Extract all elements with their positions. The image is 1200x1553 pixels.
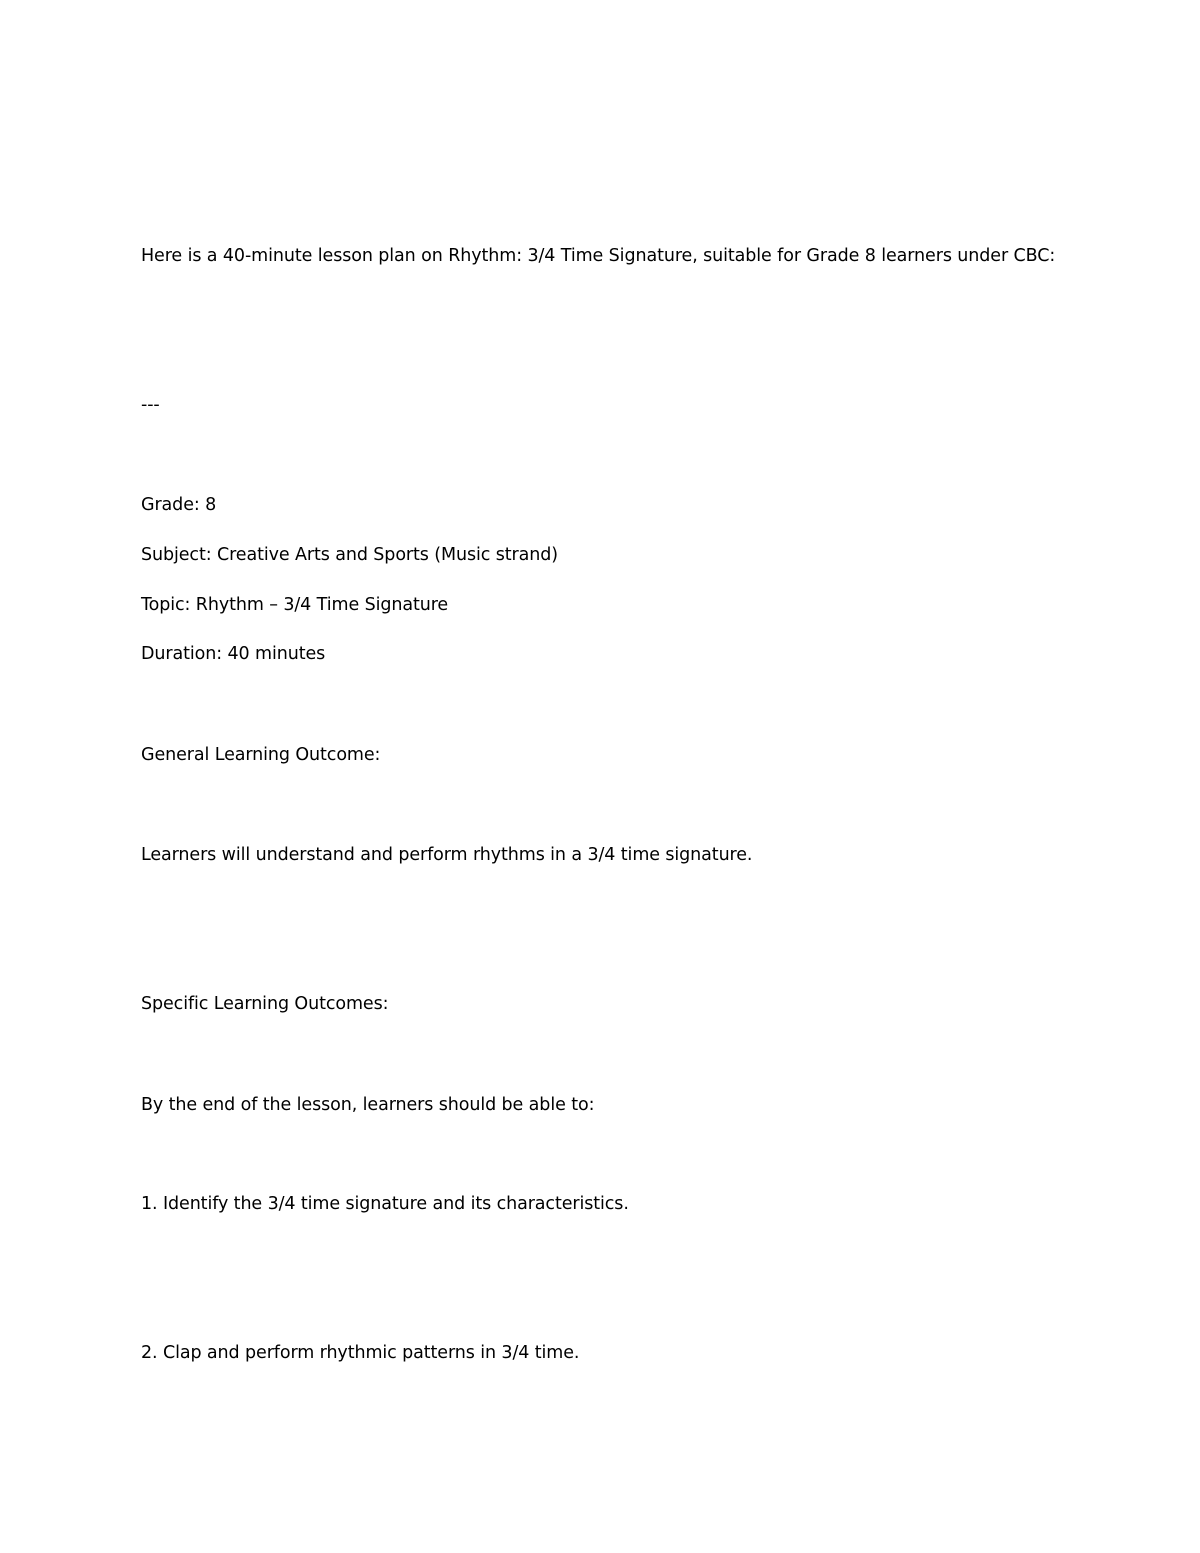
general-outcome-heading: General Learning Outcome:	[141, 745, 381, 765]
duration-line: Duration: 40 minutes	[141, 644, 326, 664]
specific-outcomes-heading: Specific Learning Outcomes:	[141, 994, 389, 1014]
grade-line: Grade: 8	[141, 495, 217, 515]
subject-line: Subject: Creative Arts and Sports (Music strand)	[141, 545, 558, 565]
list-item: 1. Identify the 3/4 time signature and its characteristics.	[141, 1194, 629, 1214]
general-outcome-text: Learners will understand and perform rhythms in a 3/4 time signature.	[141, 845, 753, 865]
intro-paragraph: Here is a 40-minute lesson plan on Rhythm: 3/4 Time Signature, suitable for Grade 8 learners under CBC:	[141, 246, 1056, 266]
topic-line: Topic: Rhythm – 3/4 Time Signature	[141, 595, 449, 615]
list-item: 2. Clap and perform rhythmic patterns in 3/4 time.	[141, 1343, 580, 1363]
specific-outcomes-lead: By the end of the lesson, learners should be able to:	[141, 1095, 595, 1115]
separator-line: ---	[141, 395, 160, 415]
